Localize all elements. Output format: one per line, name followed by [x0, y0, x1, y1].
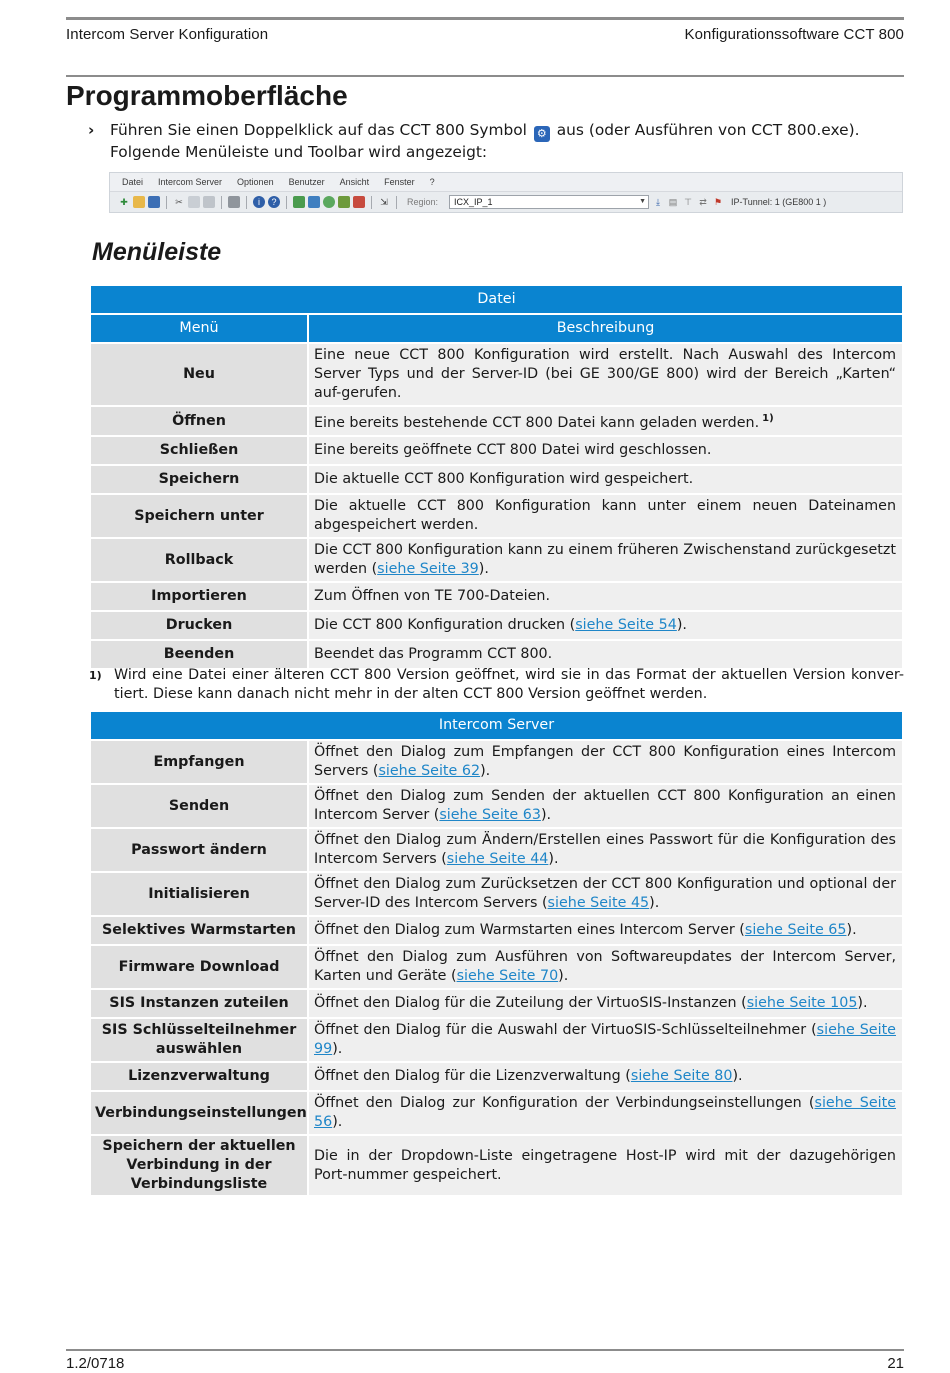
description-text-end: ). — [540, 807, 552, 823]
page-title: Programmoberfläche — [66, 80, 348, 111]
menu-ansicht[interactable]: Ansicht — [339, 177, 370, 187]
section-title: Menüleiste — [92, 238, 222, 266]
description-text-end: ). — [548, 851, 559, 867]
toolbar-separator — [371, 196, 372, 209]
tool-bar — [110, 192, 902, 212]
save-icon[interactable] — [148, 196, 160, 208]
description-text: Die aktuelle CCT 800 Konfiguration kann unter einem neuen Dateinamen abgespeichert werden. — [314, 498, 896, 533]
menu-item-name: Drucken — [90, 611, 308, 640]
save-connection-icon[interactable]: ⤓ — [656, 197, 661, 207]
menu-item-description — [308, 989, 903, 1018]
menu-item-name: Passwort ändern — [90, 828, 308, 872]
menu-item-name: Importieren — [90, 582, 308, 611]
connection-list-icon[interactable]: ▤ — [668, 197, 678, 207]
page-header — [66, 17, 904, 43]
menu-benutzer[interactable]: Benutzer — [288, 177, 325, 187]
ip-tunnel-status: IP-Tunnel: 1 (GE800 1 ) — [731, 197, 827, 207]
description-text-end: ). — [480, 763, 491, 779]
description-text: Öffnet den Dialog zur Konfiguration der Verbindungseinstellungen ( — [314, 1095, 815, 1111]
menu-item-description — [308, 343, 903, 406]
chevron-down-icon: ▼ — [639, 198, 647, 205]
page-reference-link[interactable]: siehe Seite 54 — [575, 617, 677, 633]
info-icon[interactable]: i — [253, 196, 265, 208]
page-reference-link[interactable]: siehe Seite 44 — [446, 851, 549, 867]
page-reference-link[interactable]: siehe Seite 105 — [746, 995, 858, 1011]
table-row — [90, 1135, 903, 1196]
footnote-marker: 1) — [89, 669, 102, 682]
menu-item-name: Speichern unter — [90, 494, 308, 538]
description-text: Eine bereits geöffnete CCT 800 Datei wird geschlossen. — [314, 442, 712, 458]
menu-item-description — [308, 436, 903, 465]
header-divider — [66, 75, 904, 77]
description-text: Öffnet den Dialog für die Auswahl der VirtuoSIS-Schlüsselteilnehmer ( — [314, 1022, 817, 1038]
description-text: Öffnet den Dialog zum Zurücksetzen der CCT 800 Konfiguration und optional der Server-ID des Intercom Servers ( — [314, 876, 896, 911]
menu-item-name: Speichern — [90, 465, 308, 494]
page-reference-link[interactable]: siehe Seite 45 — [547, 895, 650, 911]
intro-text-3: Folgende Menüleiste und Toolbar wird angezeigt: — [110, 143, 488, 161]
description-text: Die CCT 800 Konfiguration kann zu einem früheren Zwischenstand zurückgesetzt werden ( — [314, 542, 896, 577]
send-icon[interactable] — [308, 196, 320, 208]
toolbar-separator — [221, 196, 222, 209]
menu-optionen[interactable]: Optionen — [237, 177, 274, 187]
table-row — [90, 916, 903, 945]
table-row — [90, 538, 903, 582]
description-text: Die aktuelle CCT 800 Konfiguration wird gespeichert. — [314, 471, 694, 487]
menu-datei[interactable]: Datei — [122, 177, 144, 187]
table-row — [90, 1062, 903, 1091]
menu-intercom-server[interactable]: Intercom Server — [158, 177, 223, 187]
description-text: Zum Öffnen von TE 700-Dateien. — [314, 588, 551, 604]
description-text: Die CCT 800 Konfiguration drucken ( — [314, 617, 576, 633]
description-text-end: ). — [649, 895, 660, 911]
menu-item-name: Empfangen — [90, 740, 308, 784]
table-row — [90, 872, 903, 916]
description-text: Beendet das Programm CCT 800. — [314, 646, 553, 662]
menu-item-name: Neu — [90, 343, 308, 406]
menu-item-name: Beenden — [90, 640, 308, 669]
menu-item-description — [308, 1135, 903, 1196]
menu-item-description — [308, 611, 903, 640]
footnote-text: Wird eine Datei einer älteren CCT 800 Version geöffnet, wird sie in das Format der aktuellen Version konver-tiert. Diese kann danach nicht mehr in der alten CCT 800 Version geöffnet werden. — [114, 667, 904, 702]
menu-item-description — [308, 784, 903, 828]
new-file-icon[interactable]: ✚ — [120, 197, 128, 207]
menu-item-description — [308, 916, 903, 945]
page-reference-link[interactable]: siehe Seite 56 — [314, 1095, 896, 1130]
menu-datei-table — [89, 284, 904, 670]
network-icon[interactable]: ⊤ — [684, 197, 692, 207]
description-text: Öffnet den Dialog zum Ausführen von Softwareupdates der Intercom Server, Karten und Geräte ( — [314, 949, 896, 984]
table-row — [90, 740, 903, 784]
intro-paragraph — [92, 120, 904, 162]
menu-item-name: Schließen — [90, 436, 308, 465]
cut-icon[interactable]: ✂ — [175, 197, 183, 207]
menu-item-description — [308, 465, 903, 494]
toolbar-separator — [286, 196, 287, 209]
header-left: Intercom Server Konfiguration — [66, 26, 269, 43]
page-reference-link[interactable]: siehe Seite 70 — [456, 968, 559, 984]
description-text: Öffnet den Dialog für die Zuteilung der VirtuoSIS-Instanzen ( — [314, 995, 747, 1011]
firmware-icon[interactable] — [338, 196, 350, 208]
menu-item-name: SIS Schlüsselteilnehmer auswählen — [90, 1018, 308, 1062]
menu-item-name: Selektives Warmstarten — [90, 916, 308, 945]
document-version: 1.2/0718 — [66, 1355, 125, 1372]
tunnel-icon: ⚑ — [713, 197, 723, 207]
description-text-end: ). — [558, 968, 569, 984]
paste-icon[interactable] — [203, 196, 215, 208]
toolbar-screenshot — [109, 172, 903, 213]
menu-item-description — [308, 872, 903, 916]
menu-item-name: Speichern der aktuellen Verbindung in der Verbindungsliste — [90, 1135, 308, 1196]
menu-item-name: Lizenzverwaltung — [90, 1062, 308, 1091]
table-row — [90, 1018, 903, 1062]
table-row — [90, 406, 903, 436]
menu-item-description — [308, 1062, 903, 1091]
menu-item-name: SIS Instanzen zuteilen — [90, 989, 308, 1018]
intro-text-2: aus (oder Ausführen von CCT 800.exe). — [556, 121, 860, 139]
warmstart-icon[interactable] — [323, 196, 335, 208]
band-intercom-server: Intercom Server — [90, 711, 903, 740]
footer-divider — [66, 1349, 904, 1351]
description-text-end: ). — [676, 617, 687, 633]
menu-item-name: Rollback — [90, 538, 308, 582]
menu-item-description — [308, 538, 903, 582]
print-icon[interactable] — [228, 196, 240, 208]
intro-text-1: Führen Sie einen Doppelklick auf das CCT 800 Symbol — [110, 121, 527, 139]
description-text: Öffnet den Dialog zum Warmstarten eines Intercom Server ( — [314, 922, 745, 938]
col-header-description: Beschreibung — [308, 314, 903, 343]
connection-value: ICX_IP_1 — [454, 197, 493, 207]
page-reference-link[interactable]: siehe Seite 99 — [314, 1022, 896, 1057]
toolbar-separator — [246, 196, 247, 209]
table-row — [90, 784, 903, 828]
page-reference-link[interactable]: siehe Seite 39 — [377, 561, 479, 577]
description-text-end: ). — [846, 922, 857, 938]
region-label: Region: — [407, 197, 439, 207]
menu-item-name: Öffnen — [90, 406, 308, 436]
menu-help[interactable]: ? — [429, 177, 435, 187]
description-text-end: ). — [332, 1041, 343, 1057]
intro-instruction — [88, 120, 904, 162]
description-text-end: ). — [478, 561, 489, 577]
menu-item-description — [308, 740, 903, 784]
help-icon[interactable]: ? — [268, 196, 280, 208]
page-reference-link[interactable]: siehe Seite 65 — [744, 922, 847, 938]
page-reference-link[interactable]: siehe Seite 62 — [378, 763, 481, 779]
table-band-row — [90, 711, 903, 740]
description-text-end: ). — [857, 995, 868, 1011]
menu-item-name: Firmware Download — [90, 945, 308, 989]
switch-icon[interactable]: ⇄ — [699, 197, 707, 207]
table-row — [90, 436, 903, 465]
cct800-gear-icon: ⚙ — [534, 126, 550, 142]
table-row — [90, 494, 903, 538]
menu-item-name: Senden — [90, 784, 308, 828]
menu-item-name: Initialisieren — [90, 872, 308, 916]
footnote — [89, 666, 904, 704]
description-text-end: ). — [332, 1114, 343, 1130]
table-row — [90, 582, 903, 611]
description-text-end: ). — [732, 1068, 743, 1084]
menu-intercom-server-table — [89, 710, 904, 1197]
menu-item-description — [308, 406, 903, 436]
menu-item-description — [308, 582, 903, 611]
table-header-row — [90, 314, 903, 343]
table-row — [90, 989, 903, 1018]
footnote-reference: 1) — [762, 413, 774, 424]
menu-item-description — [308, 640, 903, 669]
open-folder-icon[interactable] — [133, 196, 145, 208]
page-reference-link[interactable]: siehe Seite 63 — [439, 807, 541, 823]
menu-item-description — [308, 494, 903, 538]
table-row — [90, 640, 903, 669]
copy-icon[interactable] — [188, 196, 200, 208]
header-right: Konfigurationssoftware CCT 800 — [684, 26, 904, 43]
menu-fenster[interactable]: Fenster — [384, 177, 415, 187]
toolbar-separator — [166, 196, 167, 209]
table-row — [90, 611, 903, 640]
col-header-menu: Menü — [90, 314, 308, 343]
menu-bar — [110, 173, 902, 192]
toolbar-separator — [396, 196, 397, 209]
page-number: 21 — [887, 1355, 904, 1372]
description-text: Öffnet den Dialog für die Lizenzverwaltung ( — [314, 1068, 631, 1084]
table-row — [90, 828, 903, 872]
table-row — [90, 465, 903, 494]
connection-dropdown[interactable] — [449, 195, 649, 209]
table-row — [90, 343, 903, 406]
description-text: Die in der Dropdown-Liste eingetragene Host-IP wird mit der dazugehörigen Port-nummer gespeichert. — [314, 1147, 896, 1183]
menu-item-description — [308, 828, 903, 872]
table-band-row — [90, 285, 903, 314]
band-datei: Datei — [90, 285, 903, 314]
description-text: Eine bereits bestehende CCT 800 Datei kann geladen werden. — [314, 415, 760, 431]
description-text: Öffnet den Dialog zum Empfangen der CCT 800 Konfiguration eines Intercom Servers ( — [314, 744, 896, 779]
connection-settings-icon[interactable]: ⇲ — [380, 197, 388, 207]
menu-item-description — [308, 1018, 903, 1062]
description-text: Eine neue CCT 800 Konfiguration wird erstellt. Nach Auswahl des Intercom Server Typs und der Server-ID (bei GE 300/GE 800) wird der Bereich „Karten“ auf-gerufen. — [314, 347, 896, 401]
table-row — [90, 1091, 903, 1135]
description-text: Öffnet den Dialog zum Ändern/Erstellen eines Passwort für die Konfiguration des Intercom Servers ( — [314, 832, 896, 867]
menu-item-description — [308, 945, 903, 989]
description-text: Öffnet den Dialog zum Senden der aktuellen CCT 800 Konfiguration an einen Intercom Server ( — [314, 788, 896, 823]
menu-item-description — [308, 1091, 903, 1135]
table-row — [90, 945, 903, 989]
page-footer — [66, 1355, 904, 1372]
menu-item-name: Verbindungseinstellungen — [90, 1091, 308, 1135]
receive-icon[interactable] — [293, 196, 305, 208]
bullet-arrow-icon: › — [88, 121, 95, 139]
page-reference-link[interactable]: siehe Seite 80 — [630, 1068, 733, 1084]
license-icon[interactable] — [353, 196, 365, 208]
